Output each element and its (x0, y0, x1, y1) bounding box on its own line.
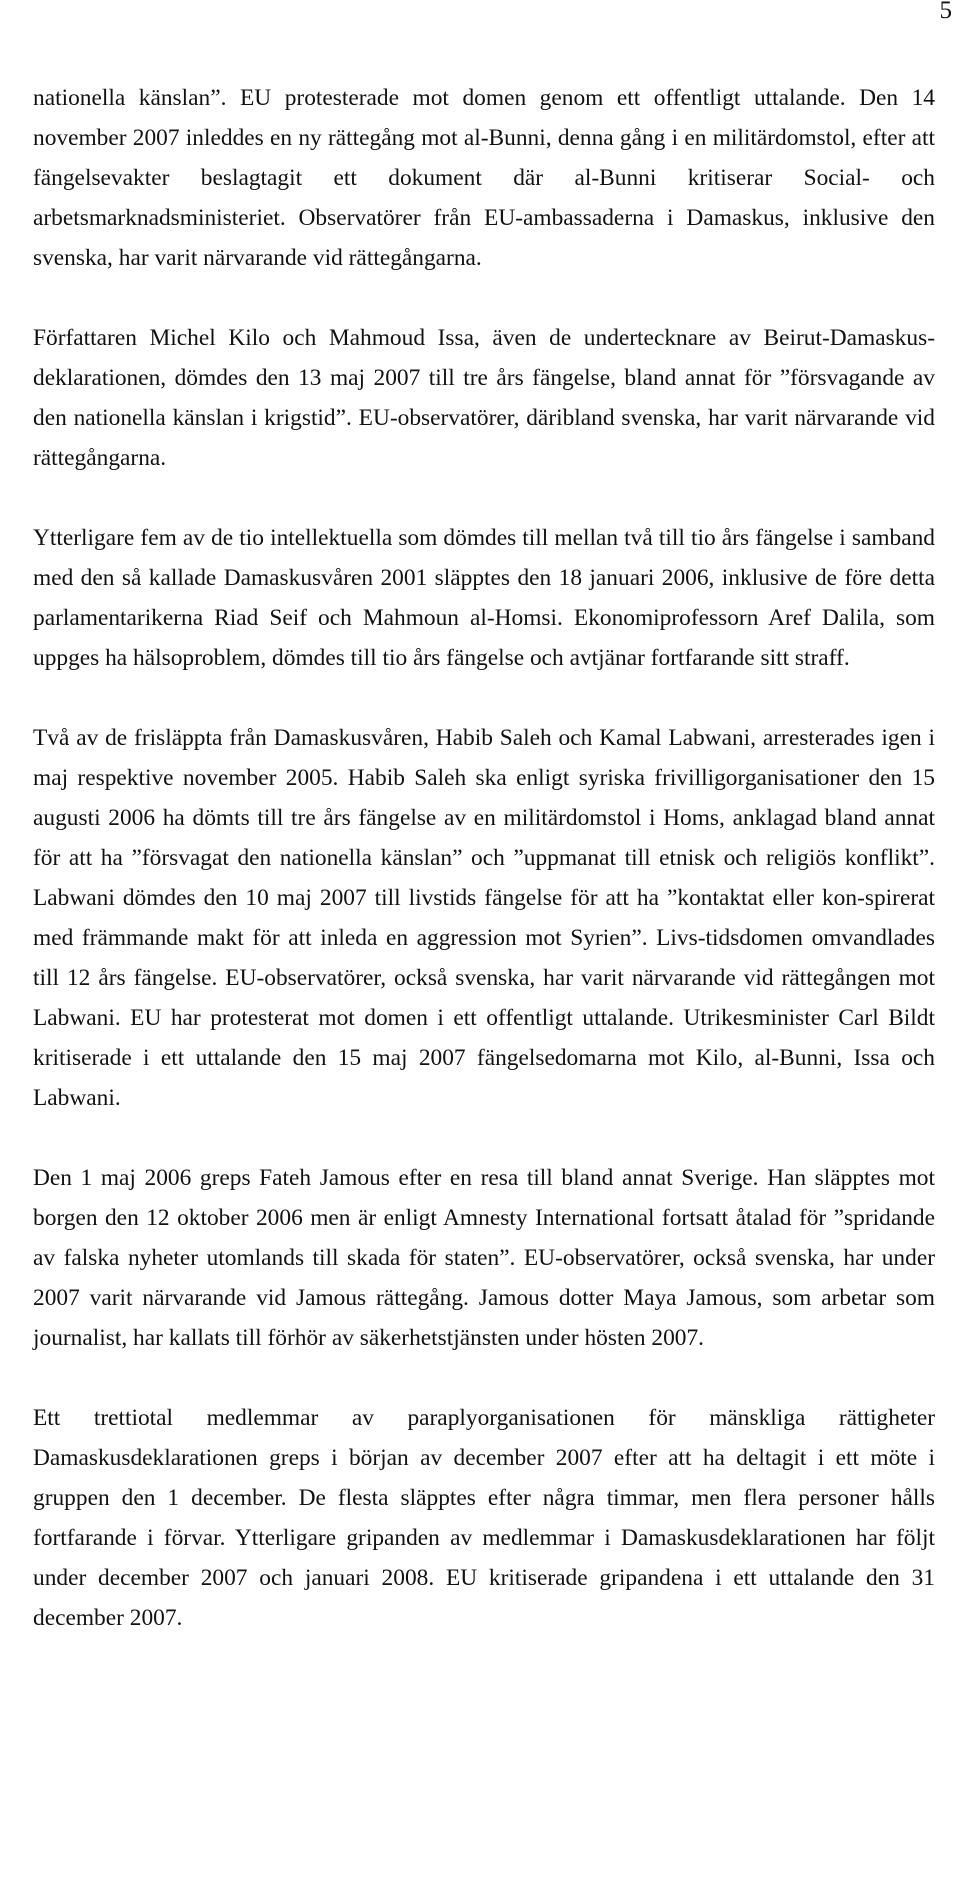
paragraph-fateh-jamous: Den 1 maj 2006 greps Fateh Jamous efter en resa till bland annat Sverige. Han släpptes mot borgen den 12 oktober 2006 men är enligt Amnesty International fortsatt åtalad för ”spridande av falska nyheter utomlands till skada för staten”. EU-observatörer, också svenska, har under 2007 varit närvarande vid Jamous rättegång. Jamous dotter Maya Jamous, som arbetar som journalist, har kallats till förhör av säkerhetstjänsten under hösten 2007. (33, 1165, 935, 1351)
paragraph-damascus-declaration-arrests: Ett trettiotal medlemmar av paraplyorganisationen för mänskliga rättigheter Damaskusdeklarationen greps i början av december 2007 efter att ha deltagit i ett möte i gruppen den 1 december. De flesta släpptes efter några timmar, men flera personer hålls fortfarande i förvar. Ytterligare gripanden av medlemmar i Damaskusdeklarationen har följt under december 2007 och januari 2008. EU kritiserade gripandena i ett uttalande den 31 december 2007. (33, 1405, 935, 1631)
page-number: 5 (939, 0, 952, 24)
paragraph-damascus-spring-release: Ytterligare fem av de tio intellektuella som dömdes till mellan två till tio års fängelse i samband med den så kallade Damaskusvåren 2001 släpptes den 18 januari 2006, inklusive de före detta parlamentarikerna Riad Seif och Mahmoun al-Homsi. Ekonomiprofessorn Aref Dalila, som uppges ha hälsoproblem, dömdes till tio års fängelse och avtjänar fortfarande sitt straff. (33, 525, 935, 671)
document-body (33, 78, 935, 1638)
paragraph-al-bunni-trial: nationella känslan”. EU protesterade mot domen genom ett offentligt uttalande. Den 14 november 2007 inleddes en ny rättegång mot al-Bunni, denna gång i en militärdomstol, efter att fängelsevakter beslagtagit ett dokument där al-Bunni kritiserar Social- och arbetsmarknadsministeriet. Observatörer från EU-ambassaderna i Damaskus, inklusive den svenska, har varit närvarande vid rättegångarna. (33, 85, 935, 271)
paragraph-saleh-labwani: Två av de frisläppta från Damaskusvåren, Habib Saleh och Kamal Labwani, arresterades igen i maj respektive november 2005. Habib Saleh ska enligt syriska frivilligorganisationer den 15 augusti 2006 ha dömts till tre års fängelse av en militärdomstol i Homs, anklagad bland annat för att ha ”försvagat den nationella känslan” och ”uppmanat till etnisk och religiös konflikt”. Labwani dömdes den 10 maj 2007 till livstids fängelse för att ha ”kontaktat eller kon-spirerat med främmande makt för att inleda en aggression mot Syrien”. Livs-tidsdomen omvandlades till 12 års fängelse. EU-observatörer, också svenska, har varit närvarande vid rättegången mot Labwani. EU har protesterat mot domen i ett offentligt uttalande. Utrikesminister Carl Bildt kritiserade i ett uttalande den 15 maj 2007 fängelsedomarna mot Kilo, al-Bunni, Issa och Labwani. (33, 725, 935, 1111)
paragraph-kilo-issa: Författaren Michel Kilo och Mahmoud Issa, även de undertecknare av Beirut-Damaskus-deklarationen, dömdes den 13 maj 2007 till tre års fängelse, bland annat för ”försvagande av den nationella känslan i krigstid”. EU-observatörer, däribland svenska, har varit närvarande vid rättegångarna. (33, 325, 935, 471)
